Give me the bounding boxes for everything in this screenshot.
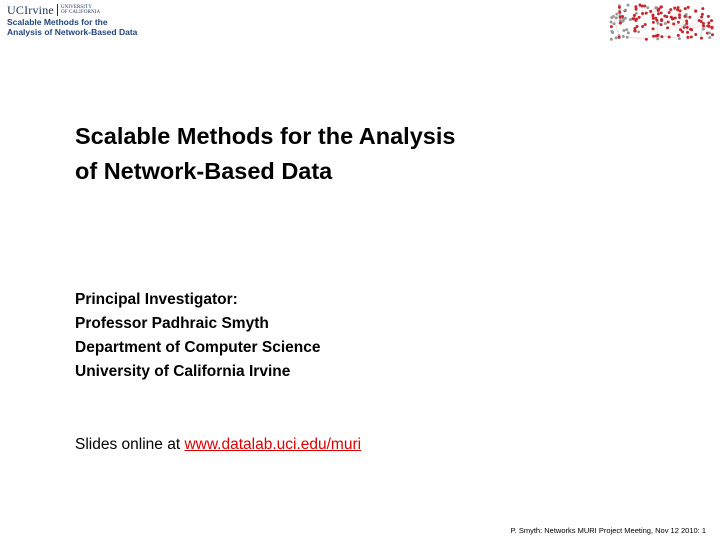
- network-node: [702, 28, 705, 31]
- network-node: [701, 7, 704, 10]
- network-node: [711, 33, 714, 36]
- network-node: [681, 30, 684, 33]
- investigator-block: [75, 288, 575, 384]
- network-node: [656, 37, 659, 40]
- network-node: [659, 6, 662, 9]
- network-node: [652, 21, 655, 24]
- network-node: [621, 15, 624, 18]
- network-node: [618, 36, 621, 39]
- network-node: [610, 38, 613, 41]
- network-node: [673, 7, 676, 10]
- network-node: [624, 9, 627, 12]
- network-node: [708, 31, 711, 34]
- network-node: [626, 36, 629, 39]
- network-node: [612, 22, 615, 25]
- title-line-2: of Network-Based Data: [75, 158, 333, 184]
- network-node: [679, 9, 682, 12]
- network-node: [684, 7, 687, 10]
- logo-subtitle: [7, 18, 147, 37]
- network-node: [674, 16, 677, 19]
- network-node: [638, 16, 641, 19]
- network-node: [624, 17, 627, 20]
- network-node: [646, 6, 649, 9]
- network-node: [657, 12, 660, 15]
- network-node: [656, 34, 659, 37]
- network-node: [666, 26, 669, 29]
- network-node: [687, 6, 690, 9]
- network-node: [635, 18, 638, 21]
- uci-logo: [7, 3, 147, 37]
- network-node: [627, 31, 630, 34]
- network-node: [688, 16, 691, 19]
- network-node: [686, 36, 689, 39]
- network-node: [668, 11, 671, 14]
- network-node: [669, 8, 672, 11]
- network-node: [633, 29, 636, 32]
- network-node: [615, 12, 618, 15]
- logo-subtitle-line2: Analysis of Network-Based Data: [7, 26, 138, 37]
- network-node: [702, 24, 705, 27]
- network-node: [707, 22, 710, 25]
- title-line-1: Scalable Methods for the Analysis: [75, 123, 456, 149]
- logo-subtitle-line1: Scalable Methods for the: [7, 17, 108, 27]
- network-node: [664, 22, 667, 25]
- network-node: [672, 22, 675, 25]
- logo-uoc-line1: UNIVERSITY: [60, 4, 92, 10]
- slides-online-line: [75, 433, 361, 457]
- network-node: [654, 6, 657, 9]
- investigator-university: University of California Irvine: [75, 363, 291, 380]
- network-node: [667, 21, 670, 24]
- network-node: [663, 15, 666, 18]
- network-node: [700, 37, 703, 40]
- network-node: [686, 26, 689, 29]
- network-node: [632, 17, 635, 20]
- investigator-name: Professor Padhraic Smyth: [75, 315, 269, 332]
- network-node: [615, 16, 618, 19]
- slides-online-link[interactable]: www.datalab.uci.edu/muri: [184, 436, 362, 453]
- network-node: [635, 8, 638, 11]
- network-node: [615, 36, 618, 39]
- network-node: [629, 18, 632, 21]
- network-node: [710, 19, 713, 22]
- logo-divider: [57, 4, 58, 16]
- network-node: [644, 23, 647, 26]
- network-node: [610, 25, 613, 28]
- network-node: [660, 19, 663, 22]
- network-node: [689, 28, 692, 31]
- network-node: [708, 36, 711, 39]
- network-node: [677, 34, 680, 37]
- network-node: [694, 33, 697, 36]
- network-node: [622, 35, 625, 38]
- network-node: [619, 22, 622, 25]
- network-node: [698, 19, 701, 22]
- network-node: [645, 38, 648, 41]
- slide-footer: P. Smyth: Networks MURI Project Meeting, Nov 12 2010: 1: [510, 526, 706, 535]
- network-node: [638, 4, 641, 7]
- network-node: [656, 22, 659, 25]
- investigator-role: Principal Investigator:: [75, 291, 238, 308]
- network-node: [670, 16, 673, 19]
- logo-top-row: [7, 3, 147, 17]
- network-node: [625, 28, 628, 31]
- network-node: [635, 12, 638, 15]
- network-node: [636, 25, 639, 28]
- network-node: [707, 15, 710, 18]
- network-node: [627, 4, 630, 7]
- network-node: [660, 12, 663, 15]
- network-node: [683, 15, 686, 18]
- network-node: [652, 17, 655, 20]
- slide-title: [75, 119, 635, 189]
- network-node: [706, 24, 709, 27]
- network-node: [678, 16, 681, 19]
- network-node: [622, 29, 625, 32]
- network-node: [611, 31, 614, 34]
- network-node: [690, 36, 693, 39]
- network-node: [694, 10, 697, 13]
- network-node: [652, 35, 655, 38]
- network-node: [678, 13, 681, 16]
- investigator-department: Department of Computer Science: [75, 339, 321, 356]
- network-node: [637, 30, 640, 33]
- logo-uc-irvine: UCIrvine: [7, 3, 54, 17]
- network-node: [654, 17, 657, 20]
- network-node: [660, 23, 663, 26]
- logo-university-of-california: [61, 5, 100, 16]
- network-node: [645, 12, 648, 15]
- slides-online-prefix: Slides online at: [75, 436, 185, 453]
- network-node: [678, 37, 681, 40]
- network-node: [668, 35, 671, 38]
- network-node: [701, 13, 704, 16]
- network-node: [618, 6, 621, 9]
- network-node: [643, 4, 646, 7]
- network-node: [685, 22, 688, 25]
- network-graph-icon: [609, 3, 715, 42]
- network-node: [610, 16, 613, 19]
- network-node: [660, 35, 663, 38]
- network-node: [700, 16, 703, 19]
- network-node: [657, 9, 660, 12]
- network-node: [652, 27, 655, 30]
- network-node: [610, 21, 613, 24]
- network-node: [641, 12, 644, 15]
- logo-uoc-line2: OF CALIFORNIA: [60, 10, 101, 15]
- network-node: [649, 10, 652, 13]
- network-node: [641, 25, 644, 28]
- network-node: [686, 31, 689, 34]
- network-node: [711, 27, 714, 30]
- network-node: [677, 21, 680, 24]
- network-node: [618, 11, 621, 14]
